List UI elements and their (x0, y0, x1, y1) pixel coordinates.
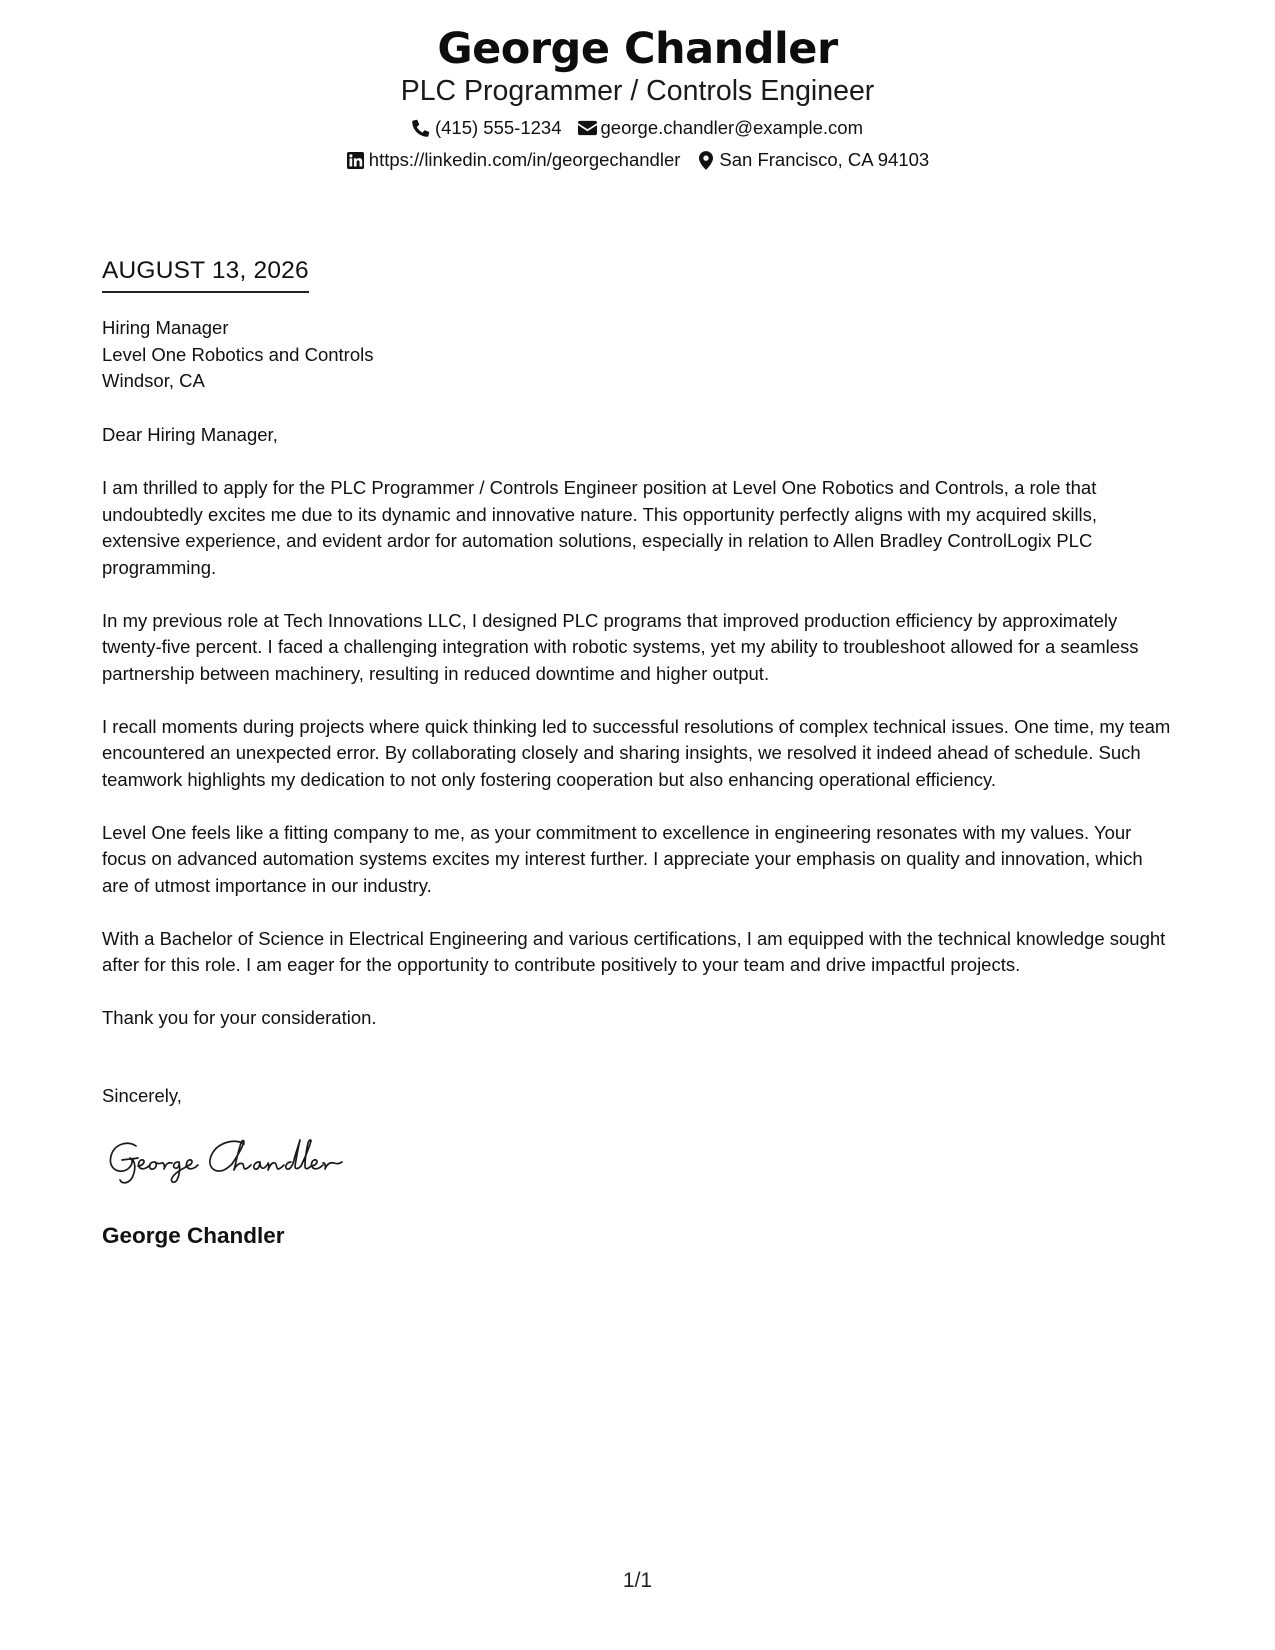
letter-date: AUGUST 13, 2026 (102, 257, 309, 293)
recipient-line: Hiring Manager (102, 317, 229, 338)
body-paragraph: I recall moments during projects where quick thinking led to successful resolutions of complex technical issues. One time, my team encountered an unexpected error. By collaborating closely and sharing insights, we resolved it indeed ahead of schedule. Such teamwork highlights my dedication to not only fostering cooperation but also enhancing operational efficiency. (102, 715, 1171, 790)
phone-icon (412, 119, 431, 138)
map-marker-icon (696, 151, 715, 170)
salutation: Dear Hiring Manager, (102, 424, 278, 445)
phone-contact (412, 117, 562, 139)
phone-text: (415) 555-1234 (434, 117, 562, 138)
page-number: 1/1 (622, 1569, 653, 1592)
body-paragraph: Level One feels like a fitting company to me, as your commitment to excellence in engineering resonates with my values. Your focus on advanced automation systems excites my interest further. I appreciate your emphasis on quality and innovation, which are of utmost importance in our industry. (102, 821, 1143, 896)
location-contact (696, 149, 929, 171)
thanks-line: Thank you for your consideration. (102, 1007, 377, 1028)
recipient-line: Windsor, CA (102, 370, 205, 391)
linkedin-icon (346, 151, 365, 170)
job-title: PLC Programmer / Controls Engineer (400, 75, 875, 107)
handwritten-signature (106, 1134, 356, 1186)
letter-header (0, 22, 1275, 171)
contact-row-primary (0, 117, 1275, 139)
email-text: george.chandler@example.com (600, 117, 864, 138)
body-paragraph: In my previous role at Tech Innovations LLC, I designed PLC programs that improved production efficiency by approximately twenty-five percent. I faced a challenging integration with robotic systems, yet my ability to troubleshoot allowed for a seamless partnership between machinery, resulting in reduced downtime and higher output. (102, 609, 1139, 684)
body-paragraph: I am thrilled to apply for the PLC Programmer / Controls Engineer position at Level One Robotics and Controls, a role that undoubtedly excites me due to its dynamic and innovative nature. This opportunity perfectly aligns with my acquired skills, extensive experience, and evident ardor for automation solutions, especially in relation to Allen Bradley ControlLogix PLC programming. (102, 477, 1098, 578)
contact-row-secondary (0, 149, 1275, 171)
location-text: San Francisco, CA 94103 (719, 149, 930, 170)
valediction: Sincerely, (102, 1085, 182, 1106)
linkedin-contact (346, 149, 681, 171)
linkedin-text: https://linkedin.com/in/georgechandler (368, 149, 681, 170)
body-paragraph: With a Bachelor of Science in Electrical Engineering and various certifications, I am equipped with the technical knowledge sought after for this role. I am eager for the opportunity to contribute positively to your team and drive impactful projects. (102, 927, 1166, 975)
recipient-block (102, 315, 373, 395)
envelope-icon (578, 119, 597, 138)
letter-body (102, 422, 1174, 1058)
email-contact (578, 117, 864, 139)
signed-name: George Chandler (102, 1223, 285, 1248)
recipient-line: Level One Robotics and Controls (102, 343, 374, 365)
applicant-name: George Chandler (437, 24, 838, 74)
